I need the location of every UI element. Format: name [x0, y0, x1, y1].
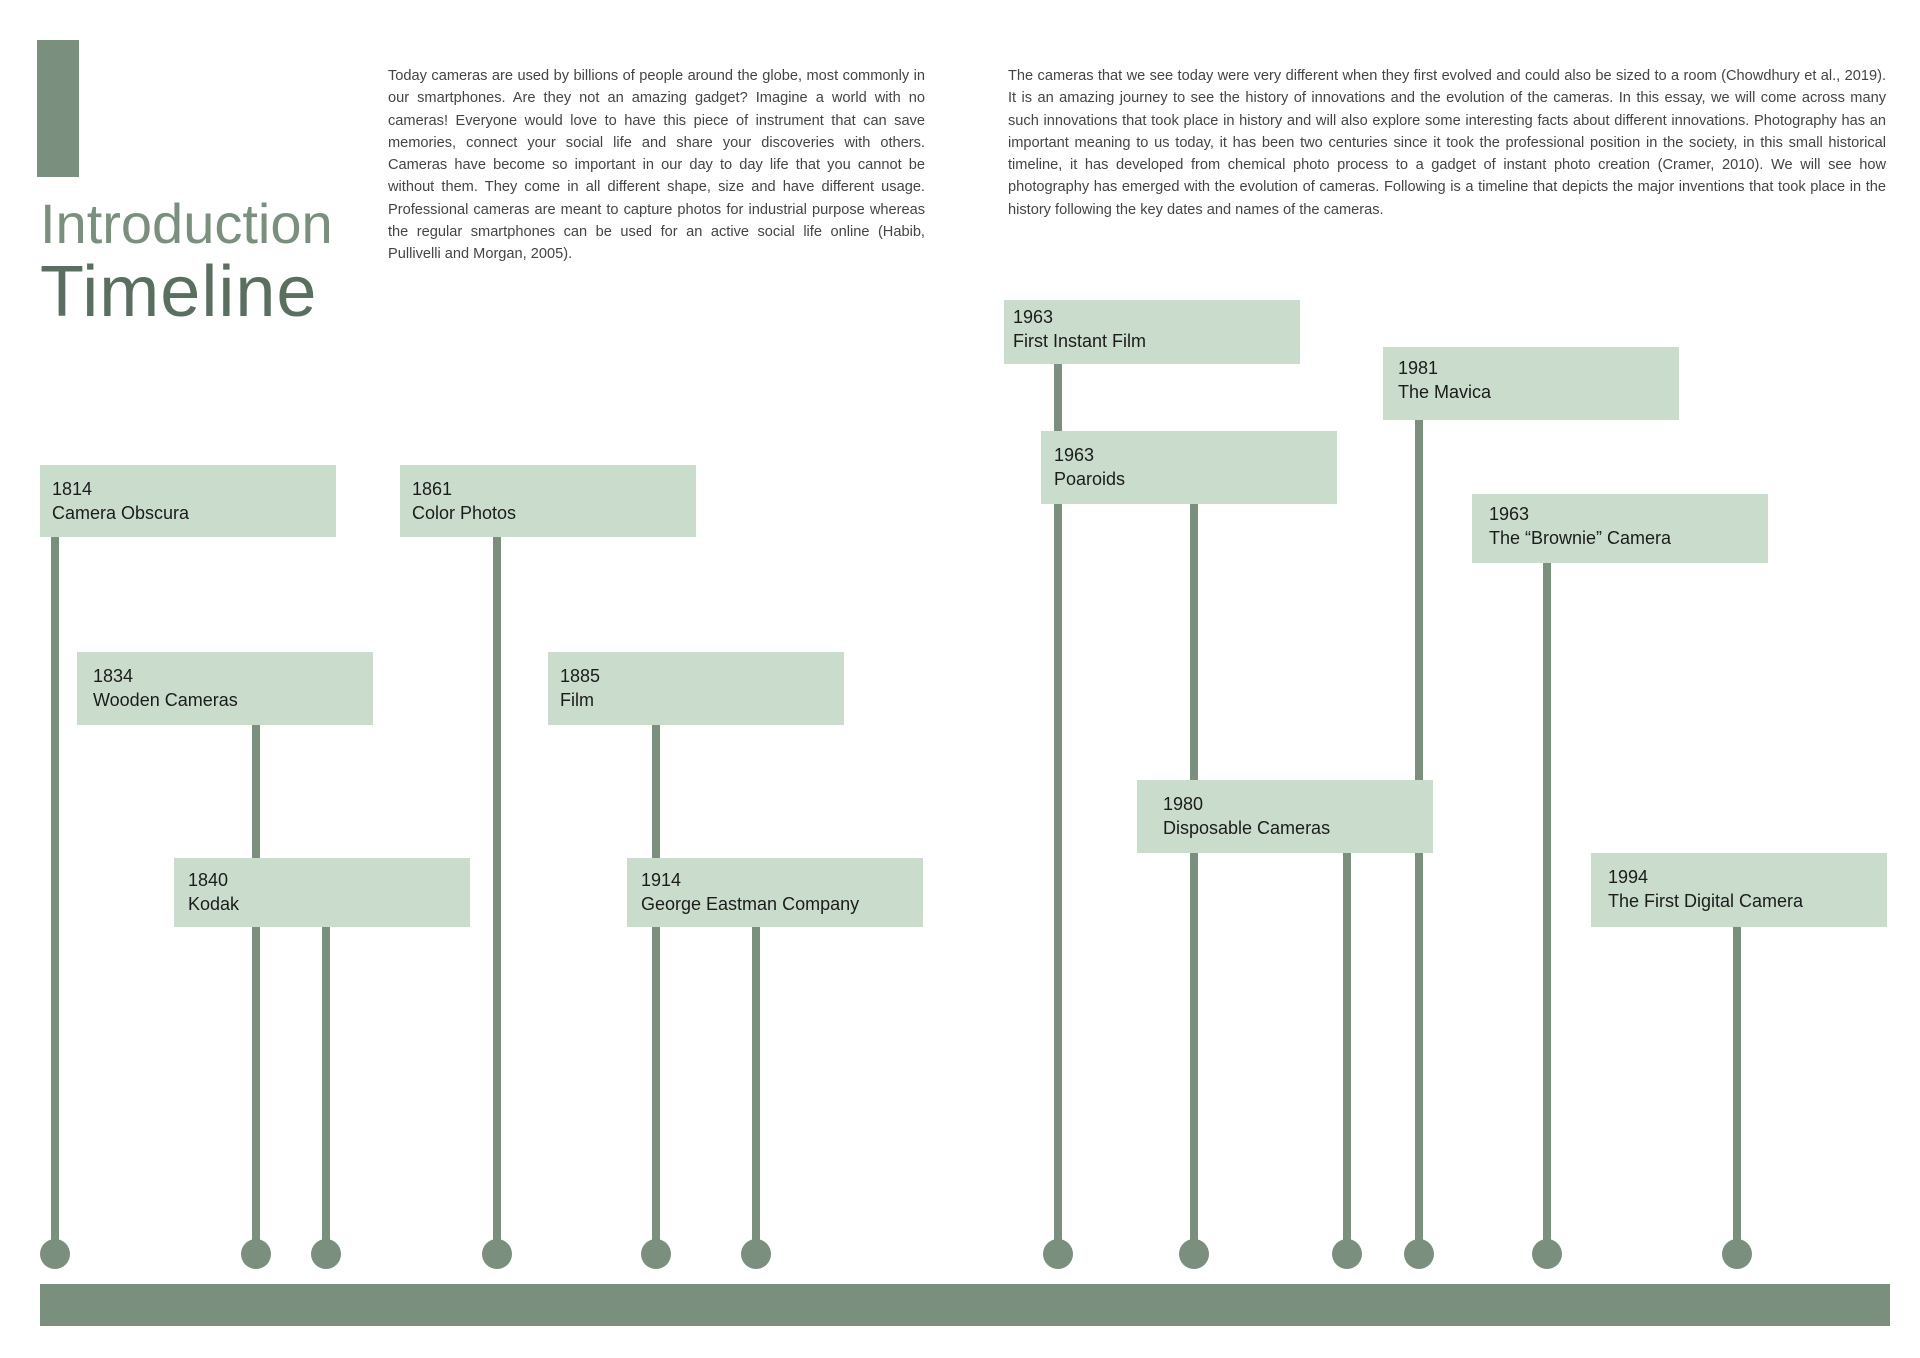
timeline-dot	[482, 1239, 512, 1269]
event-label: Disposable Cameras	[1163, 818, 1331, 838]
timeline-event-card	[40, 465, 336, 537]
event-year: 1840	[188, 870, 229, 890]
event-year: 1885	[560, 666, 601, 686]
timeline-stem-1885	[652, 725, 660, 1255]
timeline-dot	[1722, 1239, 1752, 1269]
timeline-event-card	[1591, 853, 1887, 927]
timeline-stem-1834	[252, 725, 260, 1255]
timeline-dot	[1404, 1239, 1434, 1269]
timeline-dot	[641, 1239, 671, 1269]
timeline-stem-1840	[322, 927, 330, 1255]
intro-paragraph-1: Today cameras are used by billions of people around the globe, most commonly in our smartphones. Are they not an amazing gadget? Imagine a world with no cameras! Everyone would love to have this piece of instrument that can save memories, connect your social life and share your discoveries with others. Cameras have become so important in our day to day life that you cannot be without them. They come in all different shape, size and have different usage. Professional cameras are meant to capture photos for industrial purpose whereas the regular smartphones can be used for an active social life online (Habib, Pullivelli and Morgan, 2005).	[388, 68, 925, 263]
event-label: The Mavica	[1398, 382, 1492, 402]
event-label: Film	[560, 690, 594, 710]
timeline-event-card	[174, 858, 470, 927]
event-label: First Instant Film	[1013, 331, 1147, 351]
event-label: The “Brownie” Camera	[1489, 528, 1672, 548]
event-label: George Eastman Company	[641, 894, 860, 914]
event-label: Kodak	[188, 894, 240, 914]
timeline-stem-1963-poaroids	[1190, 504, 1198, 1255]
event-year: 1963	[1489, 504, 1530, 524]
timeline-event-card	[1041, 431, 1337, 504]
timeline-event-card	[1004, 300, 1300, 364]
timeline-event-card	[1383, 347, 1679, 420]
timeline-stem-1994	[1733, 927, 1741, 1255]
timeline-event-card	[548, 652, 844, 725]
event-year: 1814	[52, 479, 93, 499]
timeline-stem-1914	[752, 927, 760, 1255]
timeline-event-card	[1137, 780, 1433, 853]
timeline-dot	[1043, 1239, 1073, 1269]
event-year: 1994	[1608, 867, 1649, 887]
timeline-stem-1861	[493, 537, 501, 1255]
timeline-event-card	[400, 465, 696, 537]
event-year: 1834	[93, 666, 134, 686]
event-label: Color Photos	[412, 503, 517, 523]
page-title-introduction: Introduction	[40, 192, 333, 255]
timeline-dot	[241, 1239, 271, 1269]
timeline-stem-1963-brownie	[1543, 563, 1551, 1255]
timeline-dot	[311, 1239, 341, 1269]
event-year: 1914	[641, 870, 682, 890]
event-label: Camera Obscura	[52, 503, 190, 523]
event-label: Wooden Cameras	[93, 690, 238, 710]
accent-bar	[37, 40, 79, 177]
timeline-dot	[1179, 1239, 1209, 1269]
timeline-dot	[741, 1239, 771, 1269]
page-title-timeline: Timeline	[40, 252, 318, 332]
event-year: 1981	[1398, 358, 1439, 378]
event-year: 1963	[1054, 445, 1095, 465]
timeline-dot	[40, 1239, 70, 1269]
timeline-event-card	[77, 652, 373, 725]
timeline-event-card	[1472, 494, 1768, 563]
timeline-dot	[1332, 1239, 1362, 1269]
event-label: Poaroids	[1054, 469, 1126, 489]
event-year: 1861	[412, 479, 453, 499]
intro-paragraph-2: The cameras that we see today were very different when they first evolved and could also be sized to a room (Chowdhury et al., 2019). It is an amazing journey to see the history of innovations and the evolution of the cameras. In this essay, we will come across many such innovations that took place in history and will also explore some interesting facts about different innovations. Photography has an important meaning to us today, it has been two centuries since it took the professional position in the society, in this small historical timeline, it has developed from chemical photo process to a gadget of instant photo creation (Cramer, 2010). We will see how photography has emerged with the evolution of cameras. Following is a timeline that depicts the major inventions that took place in the history following the key dates and names of the cameras.	[1008, 68, 1886, 218]
event-year: 1963	[1013, 307, 1054, 327]
timeline-event-card	[627, 858, 923, 927]
timeline-stem-1814	[51, 537, 59, 1255]
event-year: 1980	[1163, 794, 1204, 814]
timeline-stem-1980	[1343, 853, 1351, 1255]
timeline-dot	[1532, 1239, 1562, 1269]
event-label: The First Digital Camera	[1608, 891, 1804, 911]
timeline-baseline	[40, 1284, 1890, 1326]
